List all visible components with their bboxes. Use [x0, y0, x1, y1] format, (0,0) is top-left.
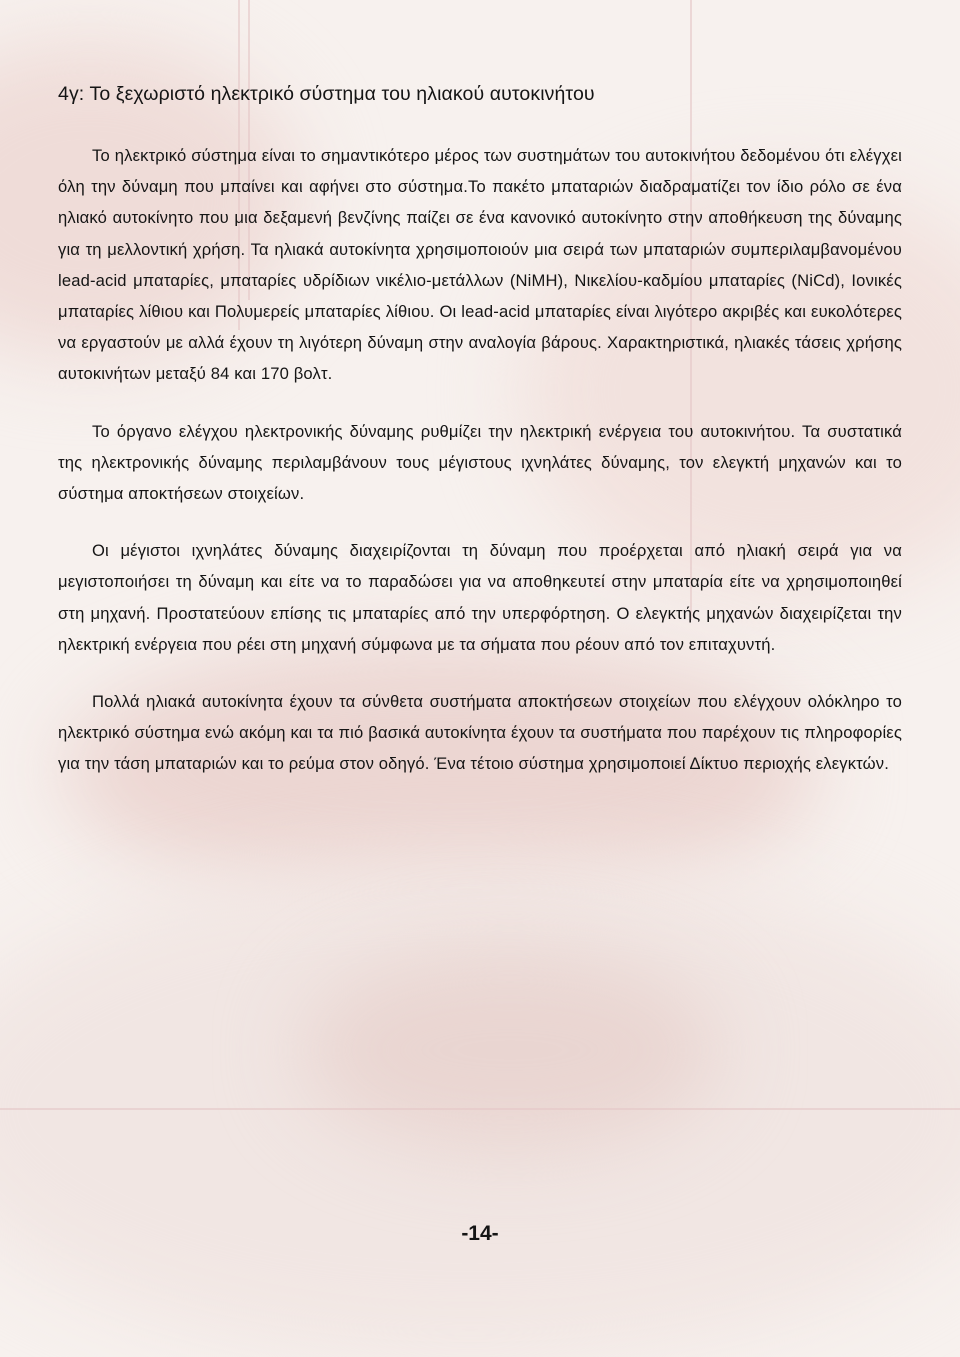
- page-number: -14-: [461, 1222, 499, 1245]
- paragraph-battery-system: Το ηλεκτρικό σύστημα είναι το σημαντικότερο μέρος των συστημάτων του αυτοκινήτου δεδομένου ότι ελέγχει όλη την δύναμη που μπαίνει και αφήνει στο σύστημα.Το πακέτο μπαταριών διαδραματίζει τον ίδιο ρόλο σε ένα ηλιακό αυτοκίνητο που μια δεξαμενή βενζίνης παίζει σε ένα κανονικό αυτοκίνητο στην αποθήκευση της δύναμης για τη μελλοντική χρήση. Τα ηλιακά αυτοκίνητα χρησιμοποιούν μια σειρά των μπαταριών συμπεριλαμβανομένου lead-acid μπαταρίες, μπαταρίες υδρίδιων νικέλιο-μετάλλων (NiMH), Νικελίου-καδμίου μπαταρίες (NiCd), Ιονικές μπαταρίες λίθιου και Πολυμερείς μπαταρίες λίθιου. Οι lead-acid μπαταρίες είναι λιγότερο ακριβές και ευκολότερες να εργαστούν με αλλά έχουν τη λιγότερη δύναμη στην αναλογία βάρους. Χαρακτηριστικά, ηλιακές τάσεις χρήσης αυτοκινήτων μεταξύ 84 και 170 βολτ.: [58, 146, 902, 384]
- document-page: [58, 78, 902, 806]
- paragraph-power-trackers: Οι μέγιστοι ιχνηλάτες δύναμης διαχειρίζονται τη δύναμη που προέρχεται από ηλιακή σειρά για να μεγιστοποιήσει τη δύναμη και είτε να το παραδώσει για να αποθηκευτεί στην μπαταρία είτε να χρησιμοποιηθεί στη μηχανή. Προστατεύουν επίσης τις μπαταρίες από την υπερφόρτηση. Ο ελεγκτής μηχανών διαχειρίζεται την ηλεκτρική ενέργεια που ρέει στη μηχανή σύμφωνα με τα σήματα που ρέουν από τον επιταχυντή.: [58, 541, 902, 654]
- paragraph-data-acquisition: Πολλά ηλιακά αυτοκίνητα έχουν τα σύνθετα συστήματα αποκτήσεων στοιχείων που ελέγχουν ολόκληρο το ηλεκτρικό σύστημα ενώ ακόμη και τα πιό βασικά αυτοκίνητα έχουν τα συστήματα που παρέχουν τις πληροφορίες για την τάση μπαταριών και το ρεύμα στον οδηγό. Ένα τέτοιο σύστημα χρησιμοποιεί Δίκτυο περιοχής ελεγκτών.: [58, 692, 902, 774]
- paragraph-power-control: Το όργανο ελέγχου ηλεκτρονικής δύναμης ρυθμίζει την ηλεκτρική ενέργεια του αυτοκινήτου. Τα συστατικά της ηλεκτρονικής δύναμης περιλαμβάνουν τους μέγιστους ιχνηλάτες δύναμης, τον ελεγκτή μηχανών και το σύστημα αποκτήσεων στοιχείων.: [58, 421, 902, 504]
- section-heading: 4γ: Το ξεχωριστό ηλεκτρικό σύστημα του ηλιακού αυτοκινήτου: [58, 83, 595, 105]
